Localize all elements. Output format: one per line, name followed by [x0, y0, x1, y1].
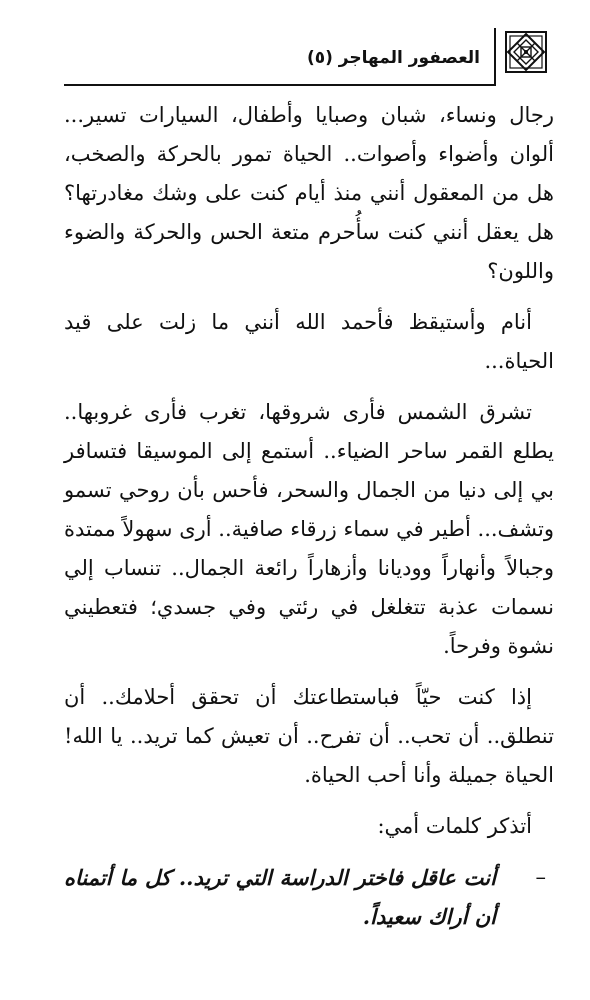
quote-dash: – [535, 865, 546, 889]
header-divider-horizontal [64, 84, 496, 86]
running-header [64, 24, 554, 86]
header-divider-vertical [494, 28, 496, 86]
page-body [64, 96, 554, 936]
paragraph: أنام وأستيقظ فأحمد الله أنني ما زلت على قيد الحياة... [64, 310, 554, 373]
mother-quote [64, 858, 554, 936]
paragraph: تشرق الشمس فأرى شروقها، تغرب فأرى غروبها.. يطلع القمر ساحر الضياء.. أستمع إلى الموسيقا فتسافر بي إلى دنيا من الجمال والسحر، فأحس بأن روحي تسمو وتشف... أطير في سماء زرقاء صافية.. أرى سهولاً ممتدة وجبالاً وأنهاراً ووديانا وأزهاراً رائعة الجمال.. تنساب إلي نسمات عذبة تتغلغل في رئتي وفي جسدي؛ فتعطيني نشوة وفرحاً. [64, 400, 554, 658]
paragraph: أتذكر كلمات أمي: [377, 814, 532, 838]
knot-ornament-icon [504, 30, 548, 74]
paragraph: رجال ونساء، شبان وصبايا وأطفال، السيارات تسير... ألوان وأضواء وأصوات.. الحياة تمور بالحركة والصخب، هل من المعقول أنني منذ أيام كنت على وشك مغادرتها؟ هل يعقل أنني كنت سأُحرم متعة الحس والحركة والضوء واللون؟ [64, 103, 554, 283]
quote-text: أنت عاقل فاختر الدراسة التي تريد.. كل ما أتمناه أن أراك سعيداً. [64, 865, 496, 929]
chapter-title: العصفور المهاجر (٥) [306, 48, 480, 68]
paragraph: إذا كنت حيّاً فباستطاعتك أن تحقق أحلامك.. أن تنطلق.. أن تحب.. أن تفرح.. أن تعيش كما تريد.. يا الله! الحياة جميلة وأنا أحب الحياة. [64, 685, 554, 787]
